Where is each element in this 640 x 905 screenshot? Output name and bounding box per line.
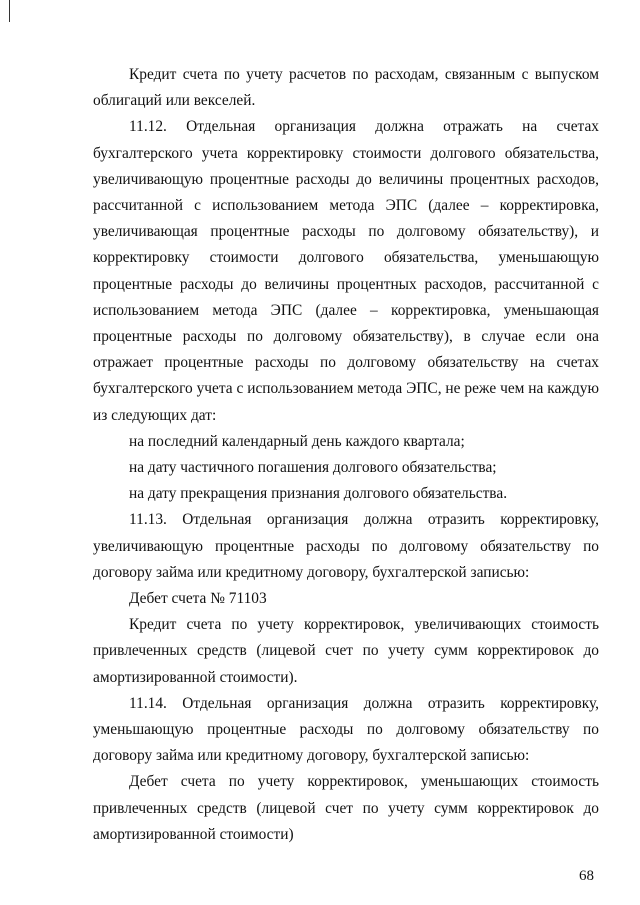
- paragraph-11-13: 11.13. Отдельная организация должна отразить корректировку, увеличивающую процентные расходы по долговому обязательству по договору займа или кредитному договору, бухгалтерской записью:: [93, 511, 599, 581]
- paragraph-11-14: 11.14. Отдельная организация должна отразить корректировку, уменьшающую процентные расходы по долговому обязательству по договору займа или кредитному договору, бухгалтерской записью:: [93, 694, 599, 765]
- list-item-derecognition: на дату прекращения признания долгового обязательства.: [129, 485, 508, 503]
- list-item-partial-repayment: на дату частичного погашения долгового обязательства;: [129, 459, 497, 477]
- list-item-quarter-end: на последний календарный день каждого квартала;: [129, 432, 465, 450]
- document-page: [93, 62, 599, 848]
- paragraph-credit-bonds: Кредит счета по учету расчетов по расходам, связанным с выпуском облигаций или векселей.: [93, 66, 599, 110]
- page-number: 68: [579, 868, 594, 884]
- debit-entry-71103: Дебет счета № 71103: [129, 590, 267, 608]
- debit-entry-decreasing: Дебет счета по учету корректировок, уменьшающих стоимость привлеченных средств (лицевой счет по учету сумм корректировок до амортизированной стоимости): [93, 773, 599, 843]
- credit-entry-increasing: Кредит счета по учету корректировок, увеличивающих стоимость привлеченных средств (лицевой счет по учету сумм корректировок до амортизированной стоимости).: [93, 616, 599, 686]
- scan-edge-mark: [9, 0, 10, 22]
- paragraph-11-12: 11.12. Отдельная организация должна отражать на счетах бухгалтерского учета корректировку стоимости долгового обязательства, увеличивающую процентные расходы до величины процентных расходов, рассчитанной с использованием метода ЭПС (далее – корректировка, увеличивающая процентные расходы по долговому обязательству), и корректировку стоимости долгового обязательства, уменьшающую процентные расходы до величины процентных расходов, рассчитанной с использованием метода ЭПС (далее – корректировка, уменьшающая процентные расходы по долговому обязательству), в случае если она отражает процентные расходы по долговому обязательству на счетах бухгалтерского учета с использованием метода ЭПС, не реже чем на каждую из следующих дат:: [93, 118, 599, 424]
